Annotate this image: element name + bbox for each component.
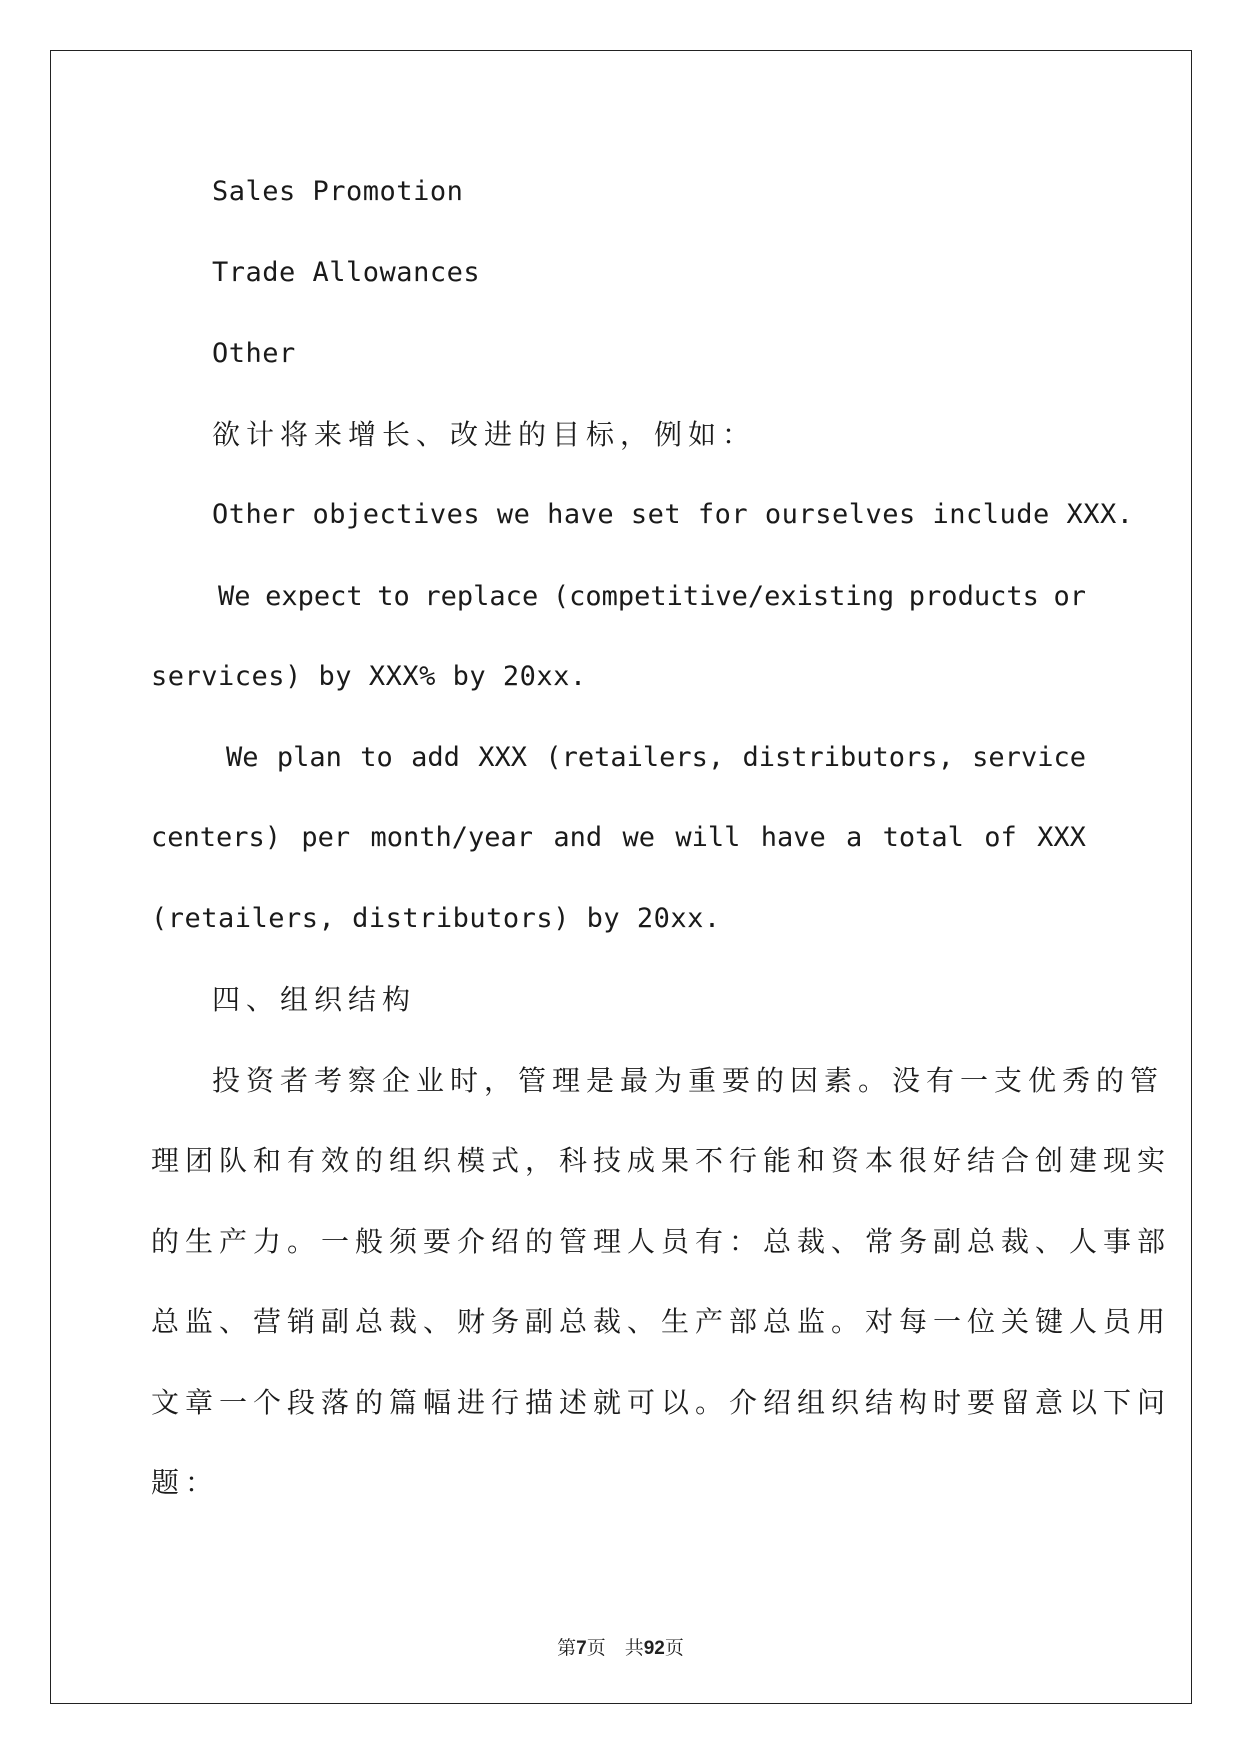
line-trade-allowances: Trade Allowances <box>212 257 481 288</box>
word: expect <box>265 581 363 612</box>
footer-mid: 页 共 <box>586 1638 644 1659</box>
cn-paragraph-line2: 理团队和有效的组织模式，科技成果不行能和资本很好结合创建现实 <box>151 1144 1172 1177</box>
word: centers) <box>151 822 282 853</box>
word: XXX <box>1037 822 1086 853</box>
word: we <box>622 822 655 853</box>
line-other: Other <box>212 338 296 369</box>
word: service <box>972 742 1086 773</box>
word: to <box>377 581 410 612</box>
page-border <box>50 50 1192 1704</box>
footer-total-pages: 92 <box>643 1638 665 1659</box>
line-sales-promotion: Sales Promotion <box>212 176 464 207</box>
paragraph-add-line1 <box>226 741 1086 775</box>
page-footer <box>0 1633 1241 1660</box>
cn-paragraph-line4: 总监、营销副总裁、财务副总裁、生产部总监。对每一位关键人员用 <box>151 1305 1172 1338</box>
word: and <box>553 822 603 853</box>
word: We <box>226 742 259 773</box>
word: or <box>1053 581 1086 612</box>
word: XXX <box>478 742 527 773</box>
paragraph-add-line2 <box>151 821 1086 855</box>
cn-paragraph-line6: 题： <box>151 1466 220 1499</box>
cn-paragraph-line5: 文章一个段落的篇幅进行描述就可以。介绍组织结构时要留意以下问 <box>151 1386 1172 1419</box>
footer-page-number: 7 <box>576 1638 587 1659</box>
word: month/year <box>370 822 534 853</box>
word: (retailers, <box>545 742 725 773</box>
line-future-goals: 欲计将来增长、改进的目标，例如： <box>212 418 757 451</box>
word: distributors, <box>742 742 954 773</box>
paragraph-add-line3: (retailers, distributors) by 20xx. <box>151 903 721 934</box>
word: per <box>301 822 351 853</box>
word: We <box>218 581 251 612</box>
footer-suffix: 页 <box>664 1638 684 1659</box>
cn-paragraph-line1: 投资者考察企业时，管理是最为重要的因素。没有一支优秀的管 <box>212 1064 1165 1097</box>
word: total <box>882 822 964 853</box>
cn-paragraph-line3: 的生产力。一般须要介绍的管理人员有：总裁、常务副总裁、人事部 <box>151 1225 1172 1258</box>
word: products <box>908 581 1039 612</box>
paragraph-replace-line2: services) by XXX% by 20xx. <box>151 661 587 692</box>
section-heading: 四、组织结构 <box>212 983 417 1016</box>
word: of <box>984 822 1017 853</box>
line-other-objectives: Other objectives we have set for ourselves include XXX. <box>212 499 1134 530</box>
word: add <box>411 742 460 773</box>
footer-prefix: 第 <box>557 1638 577 1659</box>
word: (competitive/existing <box>552 581 895 612</box>
paragraph-replace-line1 <box>218 580 1086 614</box>
word: to <box>360 742 393 773</box>
word: a <box>846 822 863 853</box>
word: will <box>675 822 741 853</box>
word: have <box>760 822 826 853</box>
word: plan <box>276 742 342 773</box>
word: replace <box>424 581 539 612</box>
